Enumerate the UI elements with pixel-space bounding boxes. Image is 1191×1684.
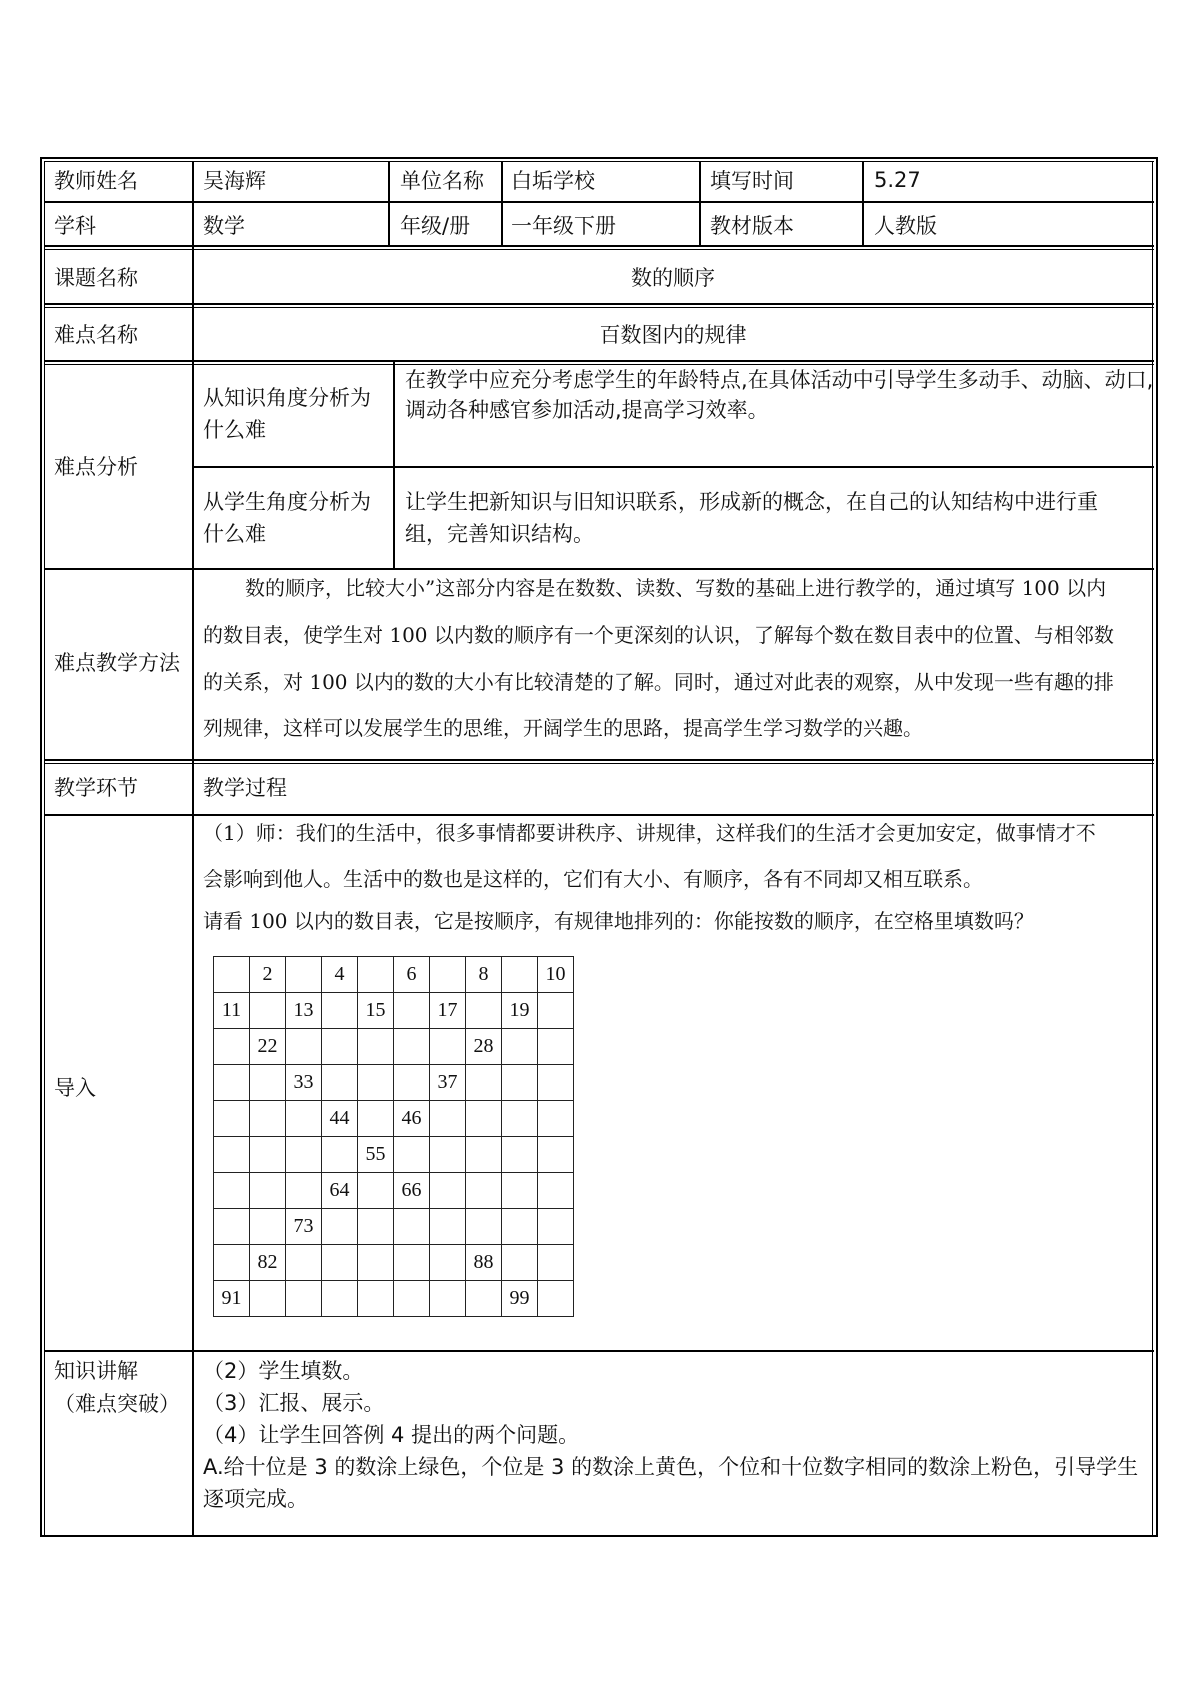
- intro-line-1: （1）师：我们的生活中，很多事情都要讲秩序、讲规律，这样我们的生活才会更加安定，做事情才不: [203, 821, 1096, 845]
- grid-cell: 8: [466, 957, 502, 993]
- knowledge-line-4: A.给十位是 3 的数涂上绿色，个位是 3 的数涂上黄色，个位和十位数字相同的数涂上粉色，引导学生: [203, 1455, 1139, 1479]
- grid-cell: [358, 1281, 394, 1317]
- border-right: [1156, 157, 1158, 1537]
- grid-cell: 91: [214, 1281, 250, 1317]
- teacher-name-value: 吴海辉: [203, 169, 266, 193]
- knowledge-label-2: （难点突破）: [54, 1392, 180, 1416]
- grid-row: [214, 993, 574, 1029]
- knowledge-angle-label-2: 什么难: [203, 418, 266, 442]
- row-line-2b: [44, 249, 1154, 250]
- grid-cell: 55: [358, 1137, 394, 1173]
- grid-cell: [466, 1101, 502, 1137]
- grid-cell: 15: [358, 993, 394, 1029]
- grid-cell: [394, 1281, 430, 1317]
- grid-cell: [286, 1029, 322, 1065]
- grid-cell: [430, 1029, 466, 1065]
- analysis-col-line: [393, 362, 395, 570]
- student-angle-text-2: 组，完善知识结构。: [405, 522, 594, 546]
- grid-cell: [322, 993, 358, 1029]
- grid-cell: [430, 957, 466, 993]
- border-left-inner: [44, 161, 45, 1537]
- teacher-name-label: 教师姓名: [54, 169, 138, 193]
- grid-cell: [322, 1065, 358, 1101]
- unit-name-label: 单位名称: [400, 169, 484, 193]
- header-col-line-2: [501, 161, 503, 247]
- knowledge-angle-label-1: 从知识角度分析为: [203, 386, 371, 410]
- intro-label: 导入: [54, 1076, 96, 1100]
- header-col-line-1: [388, 161, 390, 247]
- row-line-3b: [44, 307, 1154, 308]
- intro-line-2: 会影响到他人。生活中的数也是这样的，它们有大小、有顺序，各有不同却又相互联系。: [203, 867, 983, 891]
- grid-row: [214, 1065, 574, 1101]
- grid-row: [214, 1173, 574, 1209]
- grid-cell: [322, 1245, 358, 1281]
- grid-row: [214, 1245, 574, 1281]
- teaching-process-label: 教学过程: [203, 776, 287, 800]
- grid-cell: [250, 1173, 286, 1209]
- header-col-line-4: [862, 161, 864, 247]
- grid-cell: [394, 1209, 430, 1245]
- grid-cell: [286, 1245, 322, 1281]
- grid-cell: [358, 1209, 394, 1245]
- grid-cell: [214, 957, 250, 993]
- grid-cell: [214, 1137, 250, 1173]
- grid-cell: 4: [322, 957, 358, 993]
- border-left: [40, 157, 42, 1537]
- grid-cell: [538, 1029, 574, 1065]
- grid-cell: [394, 1065, 430, 1101]
- grid-cell: [538, 1101, 574, 1137]
- grid-cell: [358, 1101, 394, 1137]
- knowledge-line-1: （2）学生填数。: [203, 1359, 364, 1383]
- border-top: [40, 157, 1158, 159]
- student-angle-label-2: 什么难: [203, 522, 266, 546]
- border-top-inner: [44, 161, 1154, 162]
- grid-cell: 66: [394, 1173, 430, 1209]
- analysis-mid-line: [192, 466, 1154, 468]
- hundred-number-grid: [213, 956, 574, 1317]
- grid-cell: [430, 1281, 466, 1317]
- grid-cell: [322, 1029, 358, 1065]
- grid-cell: [466, 1209, 502, 1245]
- knowledge-angle-text-2: 调动各种感官参加活动,提高学习效率。: [405, 398, 769, 422]
- grid-cell: [322, 1209, 358, 1245]
- method-line-3: 的关系，对 100 以内的数的大小有比较清楚的了解。同时，通过对此表的观察，从中发现一些有趣的排: [203, 670, 1114, 694]
- grid-cell: [214, 1101, 250, 1137]
- grid-cell: [394, 1137, 430, 1173]
- grid-cell: [214, 1245, 250, 1281]
- row-line-1: [44, 201, 1154, 203]
- row-line-6: [44, 759, 1154, 761]
- grid-cell: [358, 1245, 394, 1281]
- grid-cell: 73: [286, 1209, 322, 1245]
- row-line-3: [44, 303, 1154, 305]
- grid-cell: [358, 1065, 394, 1101]
- grid-cell: [502, 1137, 538, 1173]
- difficulty-value: 百数图内的规律: [599, 323, 747, 347]
- grid-cell: 33: [286, 1065, 322, 1101]
- grid-cell: [394, 1245, 430, 1281]
- grid-cell: 2: [250, 957, 286, 993]
- grid-cell: [394, 1029, 430, 1065]
- grid-cell: [250, 1065, 286, 1101]
- row-line-2: [44, 245, 1154, 247]
- grid-cell: 17: [430, 993, 466, 1029]
- edition-label: 教材版本: [710, 214, 794, 238]
- grid-cell: 22: [250, 1029, 286, 1065]
- student-angle-text-1: 让学生把新知识与旧知识联系，形成新的概念，在自己的认知结构中进行重: [405, 490, 1098, 514]
- grade-value: 一年级下册: [511, 214, 616, 238]
- grid-cell: [430, 1137, 466, 1173]
- grid-cell: 10: [538, 957, 574, 993]
- knowledge-line-2: （3）汇报、展示。: [203, 1391, 385, 1415]
- grid-row: [214, 1137, 574, 1173]
- fill-date-label: 填写时间: [710, 169, 794, 193]
- grid-cell: [286, 1137, 322, 1173]
- grid-cell: [502, 1209, 538, 1245]
- grid-cell: [466, 1281, 502, 1317]
- teaching-step-label: 教学环节: [54, 776, 138, 800]
- knowledge-line-5: 逐项完成。: [203, 1487, 308, 1511]
- grid-cell: [250, 1209, 286, 1245]
- row-line-4: [44, 360, 1154, 362]
- grid-cell: [430, 1209, 466, 1245]
- grid-cell: [286, 1101, 322, 1137]
- fill-date-value: 5.27: [874, 168, 921, 192]
- grid-cell: [322, 1137, 358, 1173]
- grid-cell: [502, 1173, 538, 1209]
- grid-cell: [394, 993, 430, 1029]
- grid-row: [214, 1209, 574, 1245]
- method-line-1: 数的顺序，比较大小”这部分内容是在数数、读数、写数的基础上进行教学的，通过填写 100 以内: [245, 576, 1107, 600]
- grid-cell: [214, 1029, 250, 1065]
- subject-label: 学科: [54, 214, 96, 238]
- edition-value: 人教版: [874, 214, 937, 238]
- grid-row: [214, 957, 574, 993]
- grid-cell: [286, 957, 322, 993]
- intro-line-3: 请看 100 以内的数目表，它是按顺序，有规律地排列的：你能按数的顺序，在空格里填数吗？: [203, 909, 1034, 933]
- grid-cell: [286, 1173, 322, 1209]
- grid-cell: [358, 957, 394, 993]
- grid-cell: [430, 1101, 466, 1137]
- grid-cell: 44: [322, 1101, 358, 1137]
- grid-row: [214, 1281, 574, 1317]
- grid-row: [214, 1029, 574, 1065]
- grid-cell: [538, 1137, 574, 1173]
- grid-cell: [502, 1029, 538, 1065]
- grid-cell: [250, 1281, 286, 1317]
- method-label: 难点教学方法: [54, 651, 180, 675]
- grid-cell: [214, 1173, 250, 1209]
- row-line-8: [44, 1350, 1154, 1352]
- grid-cell: [538, 1281, 574, 1317]
- grid-cell: 88: [466, 1245, 502, 1281]
- knowledge-label-1: 知识讲解: [54, 1359, 138, 1383]
- grid-cell: [466, 1173, 502, 1209]
- grid-cell: [250, 1101, 286, 1137]
- grid-cell: [466, 1065, 502, 1101]
- method-line-4: 列规律，这样可以发展学生的思维，开阔学生的思路，提高学生学习数学的兴趣。: [203, 716, 923, 740]
- grid-cell: [214, 1065, 250, 1101]
- grid-cell: [538, 1209, 574, 1245]
- row-line-7: [44, 814, 1154, 816]
- grid-cell: [250, 993, 286, 1029]
- row-line-5: [44, 568, 1154, 570]
- grid-cell: [538, 1245, 574, 1281]
- grid-cell: [466, 1137, 502, 1173]
- grid-cell: [358, 1029, 394, 1065]
- grid-cell: [538, 1065, 574, 1101]
- difficulty-label: 难点名称: [54, 323, 138, 347]
- topic-label: 课题名称: [54, 266, 138, 290]
- grid-cell: [502, 1065, 538, 1101]
- grid-cell: [502, 957, 538, 993]
- grid-cell: [430, 1245, 466, 1281]
- grid-row: [214, 1101, 574, 1137]
- border-bottom: [40, 1535, 1158, 1537]
- unit-name-value: 白垢学校: [511, 169, 595, 193]
- grid-cell: 11: [214, 993, 250, 1029]
- label-column-line: [192, 161, 194, 1537]
- grid-cell: [214, 1209, 250, 1245]
- grid-cell: 6: [394, 957, 430, 993]
- grid-cell: [286, 1281, 322, 1317]
- grid-cell: 13: [286, 993, 322, 1029]
- grid-cell: [538, 993, 574, 1029]
- grid-cell: 99: [502, 1281, 538, 1317]
- grid-cell: 46: [394, 1101, 430, 1137]
- subject-value: 数学: [203, 214, 245, 238]
- grid-cell: [430, 1173, 466, 1209]
- student-angle-label-1: 从学生角度分析为: [203, 490, 371, 514]
- knowledge-line-3: （4）让学生回答例 4 提出的两个问题。: [203, 1423, 580, 1447]
- grid-cell: 82: [250, 1245, 286, 1281]
- topic-value: 数的顺序: [631, 266, 715, 290]
- grid-cell: [502, 1101, 538, 1137]
- grid-cell: [250, 1137, 286, 1173]
- knowledge-angle-text-1: 在教学中应充分考虑学生的年龄特点,在具体活动中引导学生多动手、动脑、动口,: [405, 368, 1154, 392]
- method-line-2: 的数目表，使学生对 100 以内数的顺序有一个更深刻的认识，了解每个数在数目表中的位置、与相邻数: [203, 623, 1114, 647]
- grid-cell: 37: [430, 1065, 466, 1101]
- grid-cell: [466, 993, 502, 1029]
- grid-cell: 19: [502, 993, 538, 1029]
- header-col-line-3: [699, 161, 701, 247]
- grid-cell: [538, 1173, 574, 1209]
- grid-cell: 64: [322, 1173, 358, 1209]
- grid-cell: 28: [466, 1029, 502, 1065]
- row-line-6b: [44, 763, 1154, 764]
- grid-cell: [502, 1245, 538, 1281]
- grid-cell: [358, 1173, 394, 1209]
- analysis-label: 难点分析: [54, 455, 138, 479]
- grade-label: 年级/册: [400, 214, 471, 238]
- grid-cell: [322, 1281, 358, 1317]
